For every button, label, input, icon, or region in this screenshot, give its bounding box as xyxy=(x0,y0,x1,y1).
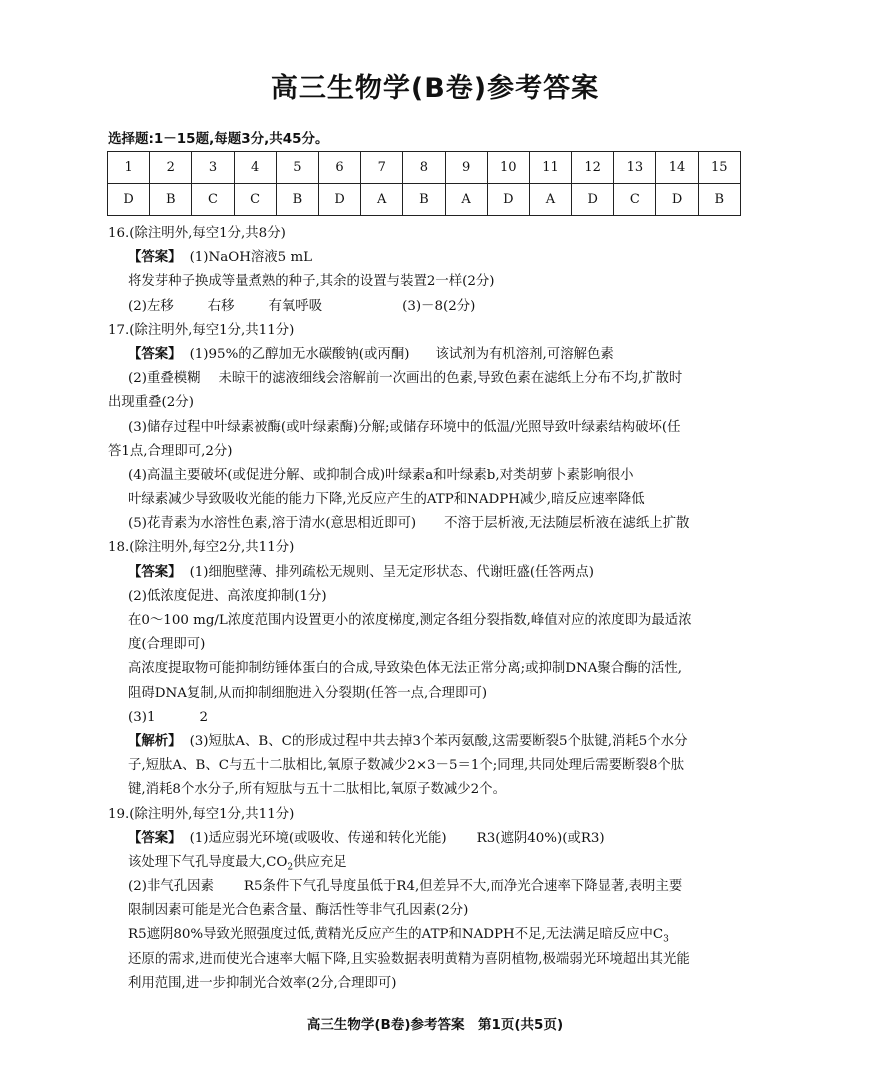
answer-line: (2)低浓度促进、高浓度抑制(1分) xyxy=(128,588,327,604)
subscript: 3 xyxy=(663,935,669,946)
table-cell: D xyxy=(487,184,529,216)
table-cell: C xyxy=(234,184,276,216)
answer-text: 该处理下气孔导度最大,CO xyxy=(128,854,288,870)
analysis-tag: 【解析】 xyxy=(128,733,182,749)
table-cell: 12 xyxy=(572,152,614,184)
answer-line: 利用范围,进一步抑制光合效率(2分,合理即可) xyxy=(128,975,397,991)
answer-row xyxy=(108,184,741,216)
table-cell: 5 xyxy=(276,152,318,184)
table-cell: B xyxy=(403,184,445,216)
answer-tag: 【答案】 xyxy=(128,346,182,362)
table-cell: B xyxy=(150,184,192,216)
answer-line: 限制因素可能是光合色素含量、酶活性等非气孔因素(2分) xyxy=(128,903,469,919)
answer-line: 叶绿素减少导致吸收光能的能力下降,光反应产生的ATP和NADPH减少,暗反应速率降低 xyxy=(128,492,645,508)
question-header: 18.(除注明外,每空2分,共11分) xyxy=(108,540,295,556)
answer-table xyxy=(107,151,741,216)
table-cell: 3 xyxy=(192,152,234,184)
table-cell: B xyxy=(276,184,318,216)
table-cell: A xyxy=(361,184,403,216)
analysis-line xyxy=(108,730,763,754)
answer-line: 度(合理即可) xyxy=(128,637,206,653)
answer-line xyxy=(108,295,763,319)
table-cell: 10 xyxy=(487,152,529,184)
answer-content xyxy=(108,222,763,996)
answer-text: (1)细胞壁薄、排列疏松无规则、呈无定形状态、代谢旺盛(任答两点) xyxy=(189,564,594,580)
answer-line: 将发芽种子换成等量煮熟的种子,其余的设置与装置2一样(2分) xyxy=(128,274,495,290)
table-cell: 9 xyxy=(445,152,487,184)
answer-line xyxy=(108,343,763,367)
question-header: 19.(除注明外,每空1分,共11分) xyxy=(108,806,295,822)
table-cell: D xyxy=(656,184,698,216)
table-cell: 1 xyxy=(108,152,150,184)
answer-line: 在0～100 mg/L浓度范围内设置更小的浓度梯度,测定各组分裂指数,峰值对应的浓度即为最适浓 xyxy=(128,613,692,628)
answer-line xyxy=(108,875,763,899)
answer-tag: 【答案】 xyxy=(128,250,182,266)
answer-line: 出现重叠(2分) xyxy=(108,395,194,411)
answer-text: 供应充足 xyxy=(293,854,347,870)
answer-text: R5遮阴80%导致光照强度过低,黄精光反应产生的ATP和NADPH不足,无法满足暗反应中C xyxy=(128,927,664,943)
table-cell: A xyxy=(529,184,571,216)
table-cell: 6 xyxy=(318,152,360,184)
question-number-row xyxy=(108,152,741,184)
table-cell: C xyxy=(192,184,234,216)
answer-text: 2 xyxy=(199,709,209,725)
page-footer: 高三生物学(B卷)参考答案 第1页(共5页) xyxy=(306,1017,564,1033)
answer-line: (3)储存过程中叶绿素被酶(或叶绿素酶)分解;或储存环境中的低温/光照导致叶绿素结构破坏(任 xyxy=(128,419,681,435)
table-cell: 7 xyxy=(361,152,403,184)
answer-line: 还原的需求,进而使光合速率大幅下降,且实验数据表明黄精为喜阴植物,极端弱光环境超出其光能 xyxy=(128,951,690,967)
answer-text: (2)左移 xyxy=(128,298,174,314)
answer-text: R5条件下气孔导度虽低于R4,但差异不大,而净光合速率下降显著,表明主要 xyxy=(243,879,683,895)
answer-text: 该试剂为有机溶剂,可溶解色素 xyxy=(435,346,614,362)
table-cell: C xyxy=(614,184,656,216)
page-title: 高三生物学(B卷)参考答案 xyxy=(270,73,600,104)
answer-tag: 【答案】 xyxy=(128,564,182,580)
answer-line xyxy=(108,923,763,947)
table-cell: 8 xyxy=(403,152,445,184)
analysis-line: 键,消耗8个水分子,所有短肽与五十二肽相比,氧原子数减少2个。 xyxy=(128,782,506,798)
question-header: 17.(除注明外,每空1分,共11分) xyxy=(108,322,295,338)
answer-text: 有氧呼吸 xyxy=(268,298,323,314)
table-cell: A xyxy=(445,184,487,216)
subscript: 2 xyxy=(287,862,294,873)
answer-text: (2)重叠模糊 xyxy=(128,371,201,387)
table-cell: D xyxy=(572,184,614,216)
table-cell: 2 xyxy=(150,152,192,184)
answer-text: (2)非气孔因素 xyxy=(128,879,214,895)
answer-line: 阻碍DNA复制,从而抑制细胞进入分裂期(任答一点,合理即可) xyxy=(128,685,488,701)
answer-line xyxy=(108,367,763,391)
answer-text: 未晾干的滤液细线会溶解前一次画出的色素,导致色素在滤纸上分布不均,扩散时 xyxy=(218,371,683,387)
table-cell: D xyxy=(108,184,150,216)
answer-tag: 【答案】 xyxy=(128,830,182,846)
table-cell: 15 xyxy=(698,152,740,184)
answer-text: (3)1 xyxy=(128,709,156,725)
answer-line xyxy=(108,512,763,536)
table-cell: 4 xyxy=(234,152,276,184)
answer-line xyxy=(108,706,763,730)
table-cell: D xyxy=(318,184,360,216)
answer-line: 高浓度提取物可能抑制纺锤体蛋白的合成,导致染色体无法正常分离;或抑制DNA聚合酶的活性, xyxy=(128,661,682,677)
answer-line xyxy=(108,827,763,851)
analysis-line: 子,短肽A、B、C与五十二肽相比,氧原子数减少2×3－5＝1个;同理,共同处理后需要断裂8个肽 xyxy=(128,758,685,774)
answer-text: (3)短肽A、B、C的形成过程中共去掉3个苯丙氨酸,这需要断裂5个肽键,消耗5个水分 xyxy=(189,733,688,749)
answer-text: (1)NaOH溶液5 mL xyxy=(189,250,313,266)
table-cell: 14 xyxy=(656,152,698,184)
answer-text: (3)－8(2分) xyxy=(402,298,476,314)
answer-line xyxy=(108,561,763,585)
answer-text: (1)适应弱光环境(或吸收、传递和转化光能) xyxy=(189,830,447,846)
section-instructions: 选择题:1－15题,每题3分,共45分。 xyxy=(108,131,329,147)
table-cell: 13 xyxy=(614,152,656,184)
answer-line xyxy=(108,851,763,875)
answer-text: R3(遮阴40%)(或R3) xyxy=(476,830,605,846)
answer-text: 不溶于层析液,无法随层析液在滤纸上扩散 xyxy=(444,516,690,532)
answer-text: (1)95%的乙醇加无水碳酸钠(或丙酮) xyxy=(189,346,410,362)
answer-line xyxy=(108,246,763,270)
table-cell: 11 xyxy=(529,152,571,184)
answer-line: (4)高温主要破坏(或促进分解、或抑制合成)叶绿素a和叶绿素b,对类胡萝卜素影响很小 xyxy=(128,467,634,483)
answer-text: 右移 xyxy=(207,298,235,314)
table-cell: B xyxy=(698,184,740,216)
answer-text: (5)花青素为水溶性色素,溶于清水(意思相近即可) xyxy=(128,516,417,532)
answer-line: 答1点,合理即可,2分) xyxy=(108,443,233,459)
question-header: 16.(除注明外,每空1分,共8分) xyxy=(108,226,286,241)
